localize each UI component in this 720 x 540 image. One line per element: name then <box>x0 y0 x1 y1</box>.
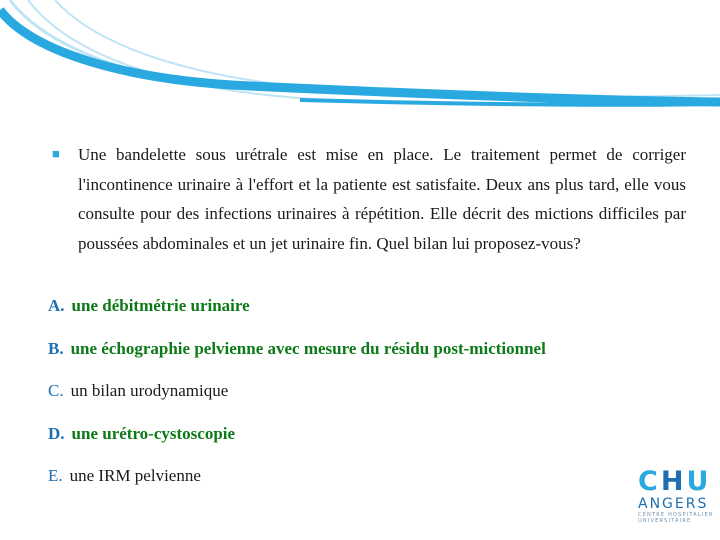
logo-chu-wordmark: CHU <box>638 466 712 497</box>
answer-option-d[interactable] <box>48 423 235 445</box>
answer-letter: B. <box>48 339 64 358</box>
answer-letter: A. <box>48 296 65 315</box>
answer-text: une urétro-cystoscopie <box>71 424 236 443</box>
logo-city: ANGERS <box>638 496 709 512</box>
answer-letter: E. <box>48 466 63 485</box>
chu-angers-logo <box>638 466 714 532</box>
answer-text: un bilan urodynamique <box>70 381 229 400</box>
answer-letter: C. <box>48 381 64 400</box>
answer-text: une échographie pelvienne avec mesure du résidu post-mictionnel <box>70 339 546 358</box>
answer-letter: D. <box>48 424 65 443</box>
logo-line-2: UNIVERSITAIRE <box>638 518 692 524</box>
answer-option-b[interactable] <box>48 338 546 360</box>
square-bullet-icon: ■ <box>52 146 60 161</box>
answer-option-e[interactable] <box>48 465 201 487</box>
answer-option-a[interactable] <box>48 295 250 317</box>
question-block <box>52 140 686 258</box>
answer-text: une débitmétrie urinaire <box>71 296 250 315</box>
logo-line-1: CENTRE HOSPITALIER <box>638 512 714 518</box>
question-text: Une bandelette sous urétrale est mise en place. Le traitement permet de corriger l'incontinence urinaire à l'effort et la patiente est satisfaite. Deux ans plus tard, elle vous consulte pour des infections urinaires à répétition. Elle décrit des mictions difficiles par poussées abdominales et un jet urinaire fin. Quel bilan lui proposez-vous? <box>78 145 686 253</box>
answer-text: une IRM pelvienne <box>69 466 201 485</box>
answer-option-c[interactable] <box>48 380 228 402</box>
header-swoosh-decoration <box>0 0 720 120</box>
